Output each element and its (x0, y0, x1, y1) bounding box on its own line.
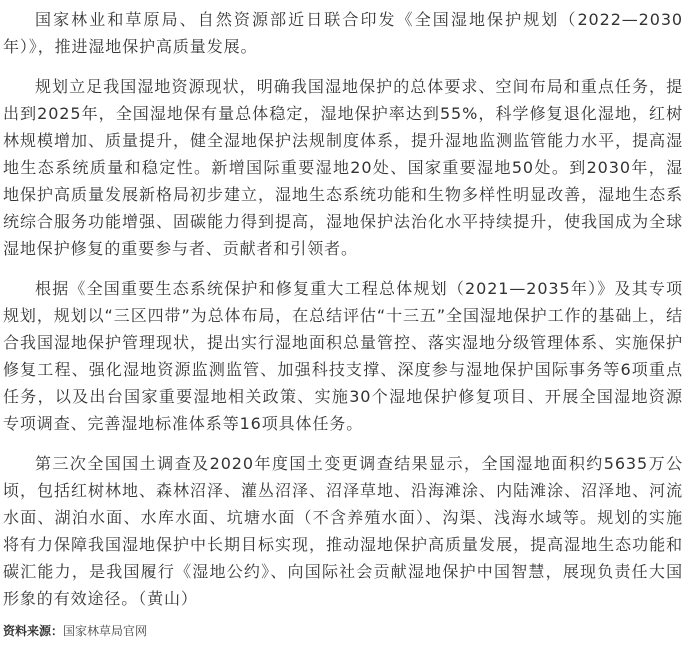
article-paragraph-tasks: 根据《全国重要生态系统保护和修复重大工程总体规划（2021—2035年）》及其专项规划，规划以“三区四带”为总体布局，在总结评估“十三五”全国湿地保护工作的基础上，结合我国湿地保护管理现状，提出实行湿地面积总量管控、落实湿地分级管理体系、实施保护修复工程、强化湿地资源监测监管、加强科技支撑、深度参与湿地保护国际事务等6项重点任务，以及出台国家重要湿地相关政策、实施30个湿地保护修复项目、开展全国湿地资源专项调查、完善湿地标准体系等16项具体任务。 (3, 279, 683, 433)
article-paragraph-goals: 规划立足我国湿地资源现状，明确我国湿地保护的总体要求、空间布局和重点任务，提出到2025年，全国湿地保有量总体稳定，湿地保护率达到55%，科学修复退化湿地，红树林规模增加、质量提升，健全湿地保护法规制度体系，提升湿地监测监管能力水平，提高湿地生态系统质量和稳定性。新增国际重要湿地20处、国家重要湿地50处。到2030年，湿地保护高质量发展新格局初步建立，湿地生态系统功能和生物多样性明显改善，湿地生态系统综合服务功能增强、固碳能力得到提高，湿地保护法治化水平持续提升，使我国成为全球湿地保护修复的重要参与者、贡献者和引领者。 (3, 77, 683, 258)
source-line (3, 622, 147, 640)
article-paragraph-intro: 国家林业和草原局、自然资源部近日联合印发《全国湿地保护规划（2022—2030年）》，推进湿地保护高质量发展。 (3, 10, 683, 56)
article-paragraph-survey: 第三次全国国土调查及2020年度国土变更调查结果显示，全国湿地面积约5635万公顷，包括红树林地、森林沼泽、灌丛沼泽、沼泽草地、沿海滩涂、内陆滩涂、沼泽地、河流水面、湖泊水面、水库水面、坑塘水面（不含养殖水面）、沟渠、浅海水域等。规划的实施将有力保障我国湿地保护中长期目标实现，推动湿地保护高质量发展，提高湿地生态功能和碳汇能力，是我国履行《湿地公约》、向国际社会贡献湿地保护中国智慧，展现负责任大国形象的有效途径。（黄山） (3, 454, 683, 608)
source-value: 国家林草局官网 (63, 624, 148, 638)
source-label: 资料来源： (3, 624, 64, 638)
article-body (3, 0, 683, 625)
